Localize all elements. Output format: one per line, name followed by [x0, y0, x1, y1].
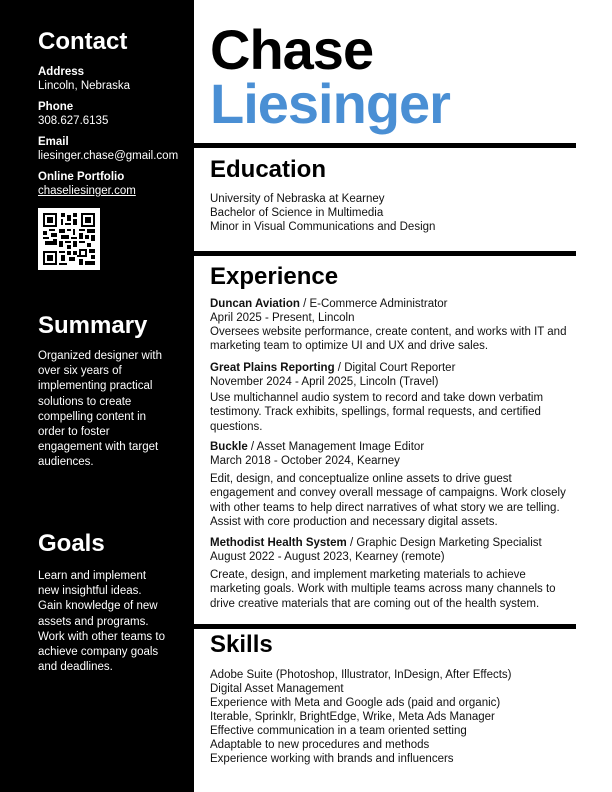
job-description: Oversees website performance, create content, and works with IT and marketing team to optimize UI and UX and drive sales. [210, 326, 567, 353]
name-first: Chase [210, 18, 374, 81]
goals-heading: Goals [38, 530, 105, 557]
job-company: Buckle [210, 441, 248, 453]
section-divider [194, 143, 576, 148]
address-value: Lincoln, Nebraska [38, 80, 131, 92]
job-title-line [210, 297, 448, 311]
job-role: / E-Commerce Administrator [299, 298, 448, 310]
education-line: University of Nebraska at Kearney [210, 193, 385, 205]
job-company: Great Plains Reporting [210, 362, 335, 374]
qr-code-icon[interactable] [38, 208, 100, 270]
skill-item: Effective communication in a team oriented setting [210, 725, 467, 737]
summary-text: Organized designer with over six years of implementing practical solutions to create compelling content in order to foster engagement with target audiences. [38, 350, 163, 469]
job-title-line [210, 361, 455, 375]
education-heading: Education [210, 156, 327, 183]
skills-heading: Skills [210, 631, 273, 658]
education-line: Minor in Visual Communications and Design [210, 221, 436, 233]
job-role: / Asset Management Image Editor [247, 441, 425, 453]
email-value[interactable]: liesinger.chase@gmail.com [38, 150, 179, 162]
skill-item: Experience working with brands and influencers [210, 753, 454, 765]
job-title-line [210, 440, 424, 454]
job-description: Use multichannel audio system to record and take down verbatim testimony. Track exhibits, spellings, formal requests, and certified questions. [210, 392, 544, 433]
portfolio-label: Online Portfolio [38, 171, 125, 183]
section-divider [194, 251, 576, 256]
address-label: Address [38, 66, 85, 78]
email-label: Email [38, 136, 69, 148]
job-company: Methodist Health System [210, 537, 347, 549]
skill-item: Adobe Suite (Photoshop, Illustrator, InDesign, After Effects) [210, 669, 512, 681]
education-line: Bachelor of Science in Multimedia [210, 207, 384, 219]
portfolio-link[interactable]: chaseliesinger.com [38, 185, 136, 197]
job-description: Create, design, and implement marketing materials to achieve marketing goals. Work with multiple teams across many channels to drive creative materials that are coming out of the health system. [210, 569, 556, 610]
job-dates: April 2025 - Present, Lincoln [210, 312, 355, 324]
experience-heading: Experience [210, 263, 339, 290]
skill-item: Experience with Meta and Google ads (paid and organic) [210, 697, 501, 709]
job-title-line [210, 536, 542, 550]
phone-value: 308.627.6135 [38, 115, 109, 127]
summary-heading: Summary [38, 312, 148, 339]
job-role: / Digital Court Reporter [334, 362, 456, 374]
skill-item: Adaptable to new procedures and methods [210, 739, 430, 751]
goals-text: Learn and implement new insightful ideas. Gain knowledge of new assets and programs. Work with other teams to achieve company goals and deadlines. [38, 570, 165, 674]
phone-label: Phone [38, 101, 74, 113]
job-company: Duncan Aviation [210, 298, 300, 310]
job-role: / Graphic Design Marketing Specialist [346, 537, 542, 549]
sidebar [0, 0, 194, 792]
contact-heading: Contact [38, 28, 128, 55]
section-divider [194, 624, 576, 629]
skill-item: Digital Asset Management [210, 683, 344, 695]
job-dates: August 2022 - August 2023, Kearney (remote) [210, 551, 445, 563]
name-last: Liesinger [210, 72, 450, 135]
skill-item: Iterable, Sprinklr, BrightEdge, Wrike, Meta Ads Manager [210, 711, 495, 723]
job-dates: March 2018 - October 2024, Kearney [210, 455, 400, 467]
job-dates: November 2024 - April 2025, Lincoln (Travel) [210, 376, 439, 388]
job-description: Edit, design, and conceptualize online assets to drive guest engagement and convey overall message of campaigns. Work closely with other teams to help direct narratives of what story we are telling. Assist with core production and necessary digital assets. [210, 473, 566, 528]
